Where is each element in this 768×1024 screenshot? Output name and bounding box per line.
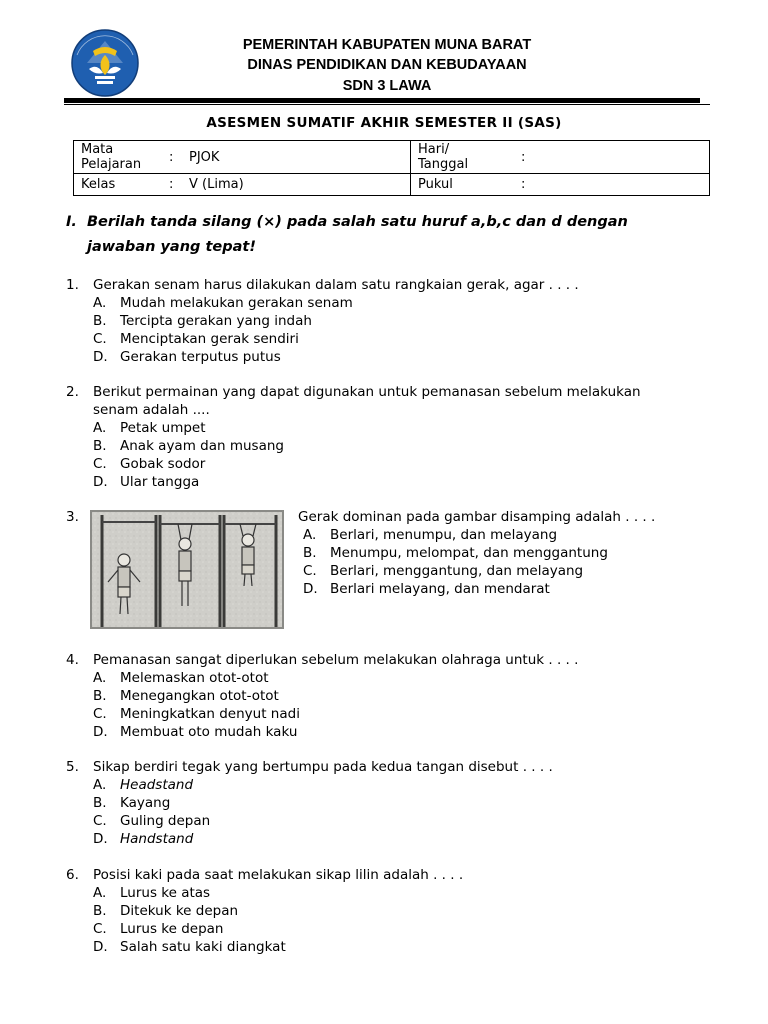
option-text: Petak umpet (120, 420, 206, 436)
option-letter: B. (303, 545, 317, 561)
option-b[interactable] (66, 437, 641, 455)
question-number: 2. (66, 384, 79, 400)
option-d[interactable] (66, 723, 578, 741)
option-text: Anak ayam dan musang (120, 438, 284, 454)
option-letter: B. (93, 438, 107, 454)
exam-info-table (73, 140, 710, 196)
option-b[interactable] (66, 687, 578, 705)
option-d[interactable] (66, 473, 641, 491)
question-number: 1. (66, 277, 79, 293)
subject-value: PJOK (189, 149, 220, 165)
class-label: Kelas (81, 177, 116, 192)
option-d[interactable] (66, 830, 553, 848)
option-letter: C. (93, 706, 107, 722)
option-text: Membuat oto mudah kaku (120, 724, 298, 740)
option-text: Lurus ke depan (120, 921, 224, 937)
option-c[interactable] (66, 920, 463, 938)
option-b[interactable] (66, 312, 579, 330)
question-2 (66, 383, 641, 491)
date-label: Hari/ Tanggal (418, 142, 469, 172)
option-c[interactable] (298, 562, 655, 580)
subject-colon: : (169, 149, 174, 165)
option-letter: A. (93, 295, 107, 311)
option-letter: A. (93, 670, 107, 686)
time-label: Pukul (418, 177, 453, 192)
option-letter: C. (303, 563, 317, 579)
question-text: Sikap berdiri tegak yang bertumpu pada kedua tangan disebut . . . . (93, 759, 553, 775)
instruction-line-2: jawaban yang tepat! (87, 239, 256, 255)
option-letter: C. (93, 331, 107, 347)
time-colon: : (521, 177, 526, 192)
question-5 (66, 758, 553, 848)
option-c[interactable] (66, 812, 553, 830)
option-text: Tercipta gerakan yang indah (120, 313, 312, 329)
option-letter: D. (93, 474, 108, 490)
question-number: 5. (66, 759, 79, 775)
option-letter: A. (303, 527, 317, 543)
option-text: Berlari, menggantung, dan melayang (330, 563, 584, 579)
option-text: Lurus ke atas (120, 885, 211, 901)
option-letter: D. (93, 724, 108, 740)
children-hanging-on-bars-picture (90, 510, 284, 629)
header-divider-thin (64, 104, 710, 105)
question-number: 4. (66, 652, 79, 668)
option-letter: B. (93, 903, 107, 919)
option-text: Mudah melakukan gerakan senam (120, 295, 353, 311)
option-b[interactable] (298, 544, 655, 562)
option-c[interactable] (66, 705, 578, 723)
question-6 (66, 866, 463, 956)
option-c[interactable] (66, 330, 579, 348)
header-department: DINAS PENDIDIKAN DAN KEBUDAYAAN (247, 57, 527, 73)
option-letter: D. (93, 939, 108, 955)
option-letter: D. (303, 581, 318, 597)
question-text: Gerak dominan pada gambar disamping adalah . . . . (298, 509, 656, 525)
option-text: Gobak sodor (120, 456, 206, 472)
option-letter: B. (93, 795, 107, 811)
option-a[interactable] (66, 884, 463, 902)
instruction-number: I. (66, 214, 77, 230)
option-text: Salah satu kaki diangkat (120, 939, 286, 955)
question-number: 6. (66, 867, 79, 883)
question-text: Gerakan senam harus dilakukan dalam satu rangkaian gerak, agar . . . . (93, 277, 579, 293)
option-d[interactable] (66, 938, 463, 956)
option-a[interactable] (66, 776, 553, 794)
option-letter: B. (93, 313, 107, 329)
class-value: V (Lima) (189, 177, 244, 192)
question-text: Posisi kaki pada saat melakukan sikap lilin adalah . . . . (93, 867, 464, 883)
question-3-number: 3. (66, 509, 79, 525)
question-4 (66, 651, 578, 741)
date-colon: : (521, 149, 526, 165)
option-text: Berlari melayang, dan mendarat (330, 581, 550, 597)
option-letter: A. (93, 885, 107, 901)
option-text: Ditekuk ke depan (120, 903, 239, 919)
option-a[interactable] (66, 294, 579, 312)
option-d[interactable] (66, 348, 579, 366)
option-letter: B. (93, 688, 107, 704)
exam-title: ASESMEN SUMATIF AKHIR SEMESTER II (SAS) (206, 115, 562, 131)
option-text: Menegangkan otot-otot (120, 688, 279, 704)
option-a[interactable] (66, 419, 641, 437)
option-text: Menciptakan gerak sendiri (120, 331, 299, 347)
option-letter: C. (93, 456, 107, 472)
question-text-continued: senam adalah .... (93, 402, 210, 418)
option-letter: A. (93, 777, 107, 793)
option-text: Melemaskan otot-otot (120, 670, 269, 686)
option-text: Headstand (120, 777, 194, 793)
option-text: Meningkatkan denyut nadi (120, 706, 300, 722)
option-letter: D. (93, 349, 108, 365)
question-text: Berikut permainan yang dapat digunakan untuk pemanasan sebelum melakukan (93, 384, 641, 400)
option-b[interactable] (66, 794, 553, 812)
option-d[interactable] (298, 580, 655, 598)
header-school: SDN 3 LAWA (342, 78, 432, 94)
option-letter: D. (93, 831, 108, 847)
instruction-line-1: Berilah tanda silang (×) pada salah satu huruf a,b,c dan d dengan (87, 214, 628, 230)
header-government: PEMERINTAH KABUPATEN MUNA BARAT (242, 37, 532, 53)
option-text: Ular tangga (120, 474, 200, 490)
option-a[interactable] (66, 669, 578, 687)
option-text: Handstand (120, 831, 194, 847)
instruction (66, 210, 706, 260)
tut-wuri-handayani-logo-icon (69, 29, 141, 97)
option-text: Gerakan terputus putus (120, 349, 281, 365)
option-letter: C. (93, 813, 107, 829)
question-1 (66, 276, 579, 366)
header-divider-thick (64, 98, 700, 103)
option-text: Menumpu, melompat, dan menggantung (330, 545, 608, 561)
question-text: Pemanasan sangat diperlukan sebelum melakukan olahraga untuk . . . . (93, 652, 579, 668)
option-letter: C. (93, 921, 107, 937)
class-colon: : (169, 177, 174, 192)
subject-label: Mata Pelajaran (81, 142, 142, 172)
option-a[interactable] (298, 526, 655, 544)
option-text: Guling depan (120, 813, 211, 829)
option-text: Kayang (120, 795, 171, 811)
option-c[interactable] (66, 455, 641, 473)
option-letter: A. (93, 420, 107, 436)
option-b[interactable] (66, 902, 463, 920)
question-3 (298, 508, 655, 598)
option-text: Berlari, menumpu, dan melayang (330, 527, 558, 543)
